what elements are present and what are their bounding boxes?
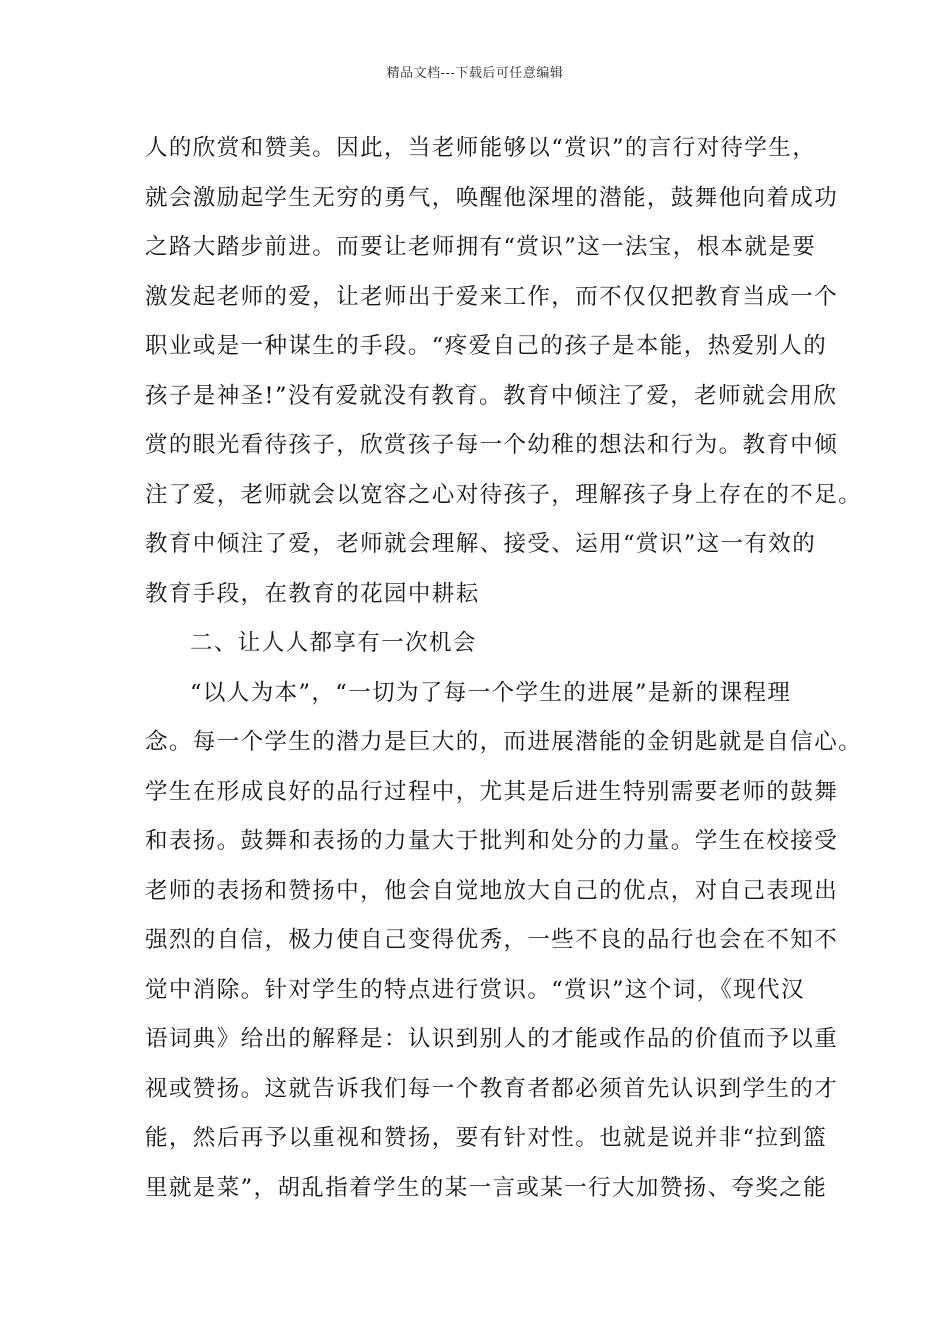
text-line: 能，然后再予以重视和赞扬，要有针对性。也就是说并非“拉到篮 [145, 1125, 828, 1151]
text-line: 职业或是一种谋生的手段。“疼爱自己的孩子是本能，热爱别人的 [145, 333, 828, 359]
text-line: 赏的眼光看待孩子，欣赏孩子每一个幼稚的想法和行为。教育中倾 [145, 432, 839, 458]
page-header: 精品文档---下载后可任意编辑 [386, 66, 564, 81]
text-line: 视或赞扬。这就告诉我们每一个教育者都必须首先认识到学生的才 [145, 1075, 839, 1102]
text-line: 孩子是神圣!”没有爱就没有教育。教育中倾注了爱，老师就会用欣 [145, 382, 838, 409]
text-line: 就会激励起学生无穷的勇气，唤醒他深埋的潜能，鼓舞他向着成功 [145, 184, 839, 211]
text-line: 之路大踏步前进。而要让老师拥有“赏识”这一法宝，根本就是要 [145, 234, 817, 260]
section-heading: 二、让人人都享有一次机会 [190, 630, 477, 656]
text-line: 激发起老师的爱，让老师出于爱来工作，而不仅仅把教育当成一个 [145, 283, 839, 310]
text-line: 里就是菜”，胡乱指着学生的某一言或某一行大加赞扬、夸奖之能 [145, 1174, 828, 1201]
text-line: 人的欣赏和赞美。因此，当老师能够以“赏识”的言行对待学生， [145, 135, 817, 161]
paragraph-first-line: “以人为本”，“一切为了每一个学生的进展”是新的课程理 [190, 679, 792, 706]
text-line: 教育手段，在教育的花园中耕耘 [145, 580, 480, 607]
text-line: 和表扬。鼓舞和表扬的力量大于批判和处分的力量。学生在校接受 [145, 828, 839, 854]
text-line: 老师的表扬和赞扬中，他会自觉地放大自己的优点，对自己表现出 [145, 877, 839, 904]
text-line: 强烈的自信，极力使自己变得优秀，一些不良的品行也会在不知不 [145, 927, 839, 953]
text-line: 语词典》给出的解释是：认识到别人的才能或作品的价值而予以重 [145, 1026, 839, 1052]
text-line: 教育中倾注了爱，老师就会理解、接受、运用“赏识”这一有效的 [145, 531, 817, 557]
text-line: 学生在形成良好的品行过程中，尤其是后进生特别需要老师的鼓舞 [145, 778, 839, 805]
text-line: 觉中消除。针对学生的特点进行赏识。“赏识”这个词，《现代汉 [145, 976, 805, 1003]
document-body [145, 133, 863, 1222]
text-line: 注了爱，老师就会以宽容之心对待孩子，理解孩子身上存在的不足。 [145, 481, 863, 508]
text-line: 念。每一个学生的潜力是巨大的，而进展潜能的金钥匙就是自信心。 [145, 729, 863, 755]
